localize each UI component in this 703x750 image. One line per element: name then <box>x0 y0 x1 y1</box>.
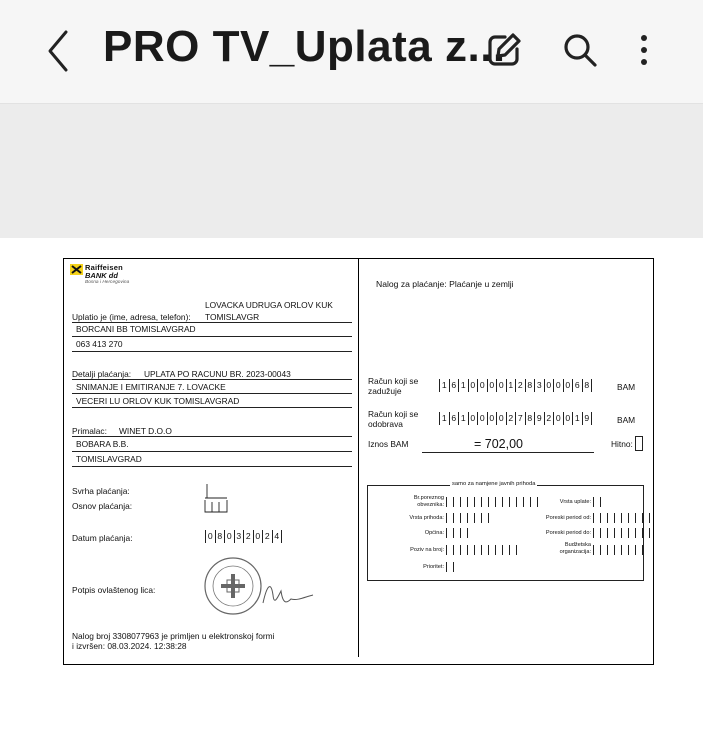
digit-box: 1 <box>459 412 469 425</box>
line <box>72 379 352 380</box>
empty-box <box>594 497 601 507</box>
empty-box <box>629 528 636 538</box>
empty-box <box>447 528 454 538</box>
empty-box <box>454 497 461 507</box>
revenue-type-boxes <box>446 513 489 523</box>
digit-box: 2 <box>263 530 273 543</box>
empty-box <box>636 545 643 555</box>
public-revenue-title: samo za namjene javnih prihoda <box>452 481 536 487</box>
line <box>72 451 352 452</box>
digit-box: 0 <box>554 379 564 392</box>
divider <box>0 103 703 104</box>
empty-box <box>489 545 496 555</box>
empty-box <box>524 497 531 507</box>
signature-label: Potpis ovlaštenog lica: <box>72 585 156 595</box>
digit-box: 1 <box>507 379 517 392</box>
basis-label: Osnov plaćanja: <box>72 501 133 511</box>
digit-box: 0 <box>469 379 479 392</box>
empty-box <box>503 545 510 555</box>
empty-box <box>461 545 468 555</box>
empty-box <box>461 497 468 507</box>
digit-box: 0 <box>225 530 235 543</box>
empty-box <box>468 545 475 555</box>
bank-region: Bosna i Hercegovina <box>85 280 130 285</box>
empty-box <box>482 545 489 555</box>
digit-box: 4 <box>273 530 283 543</box>
digit-box: 0 <box>497 412 507 425</box>
line <box>72 393 352 394</box>
empty-box <box>461 513 468 523</box>
empty-box <box>489 497 496 507</box>
digit-box: 0 <box>488 379 498 392</box>
payment-type-boxes <box>593 497 601 507</box>
digit-box: 9 <box>583 412 593 425</box>
empty-box <box>510 545 517 555</box>
empty-box <box>447 562 454 572</box>
empty-box <box>622 545 629 555</box>
digit-box: 2 <box>244 530 254 543</box>
digit-box: 6 <box>450 379 460 392</box>
app-bar <box>0 0 703 103</box>
payment-type-label: Vrsta uplate: <box>559 499 591 505</box>
details-line2: SNIMANJE I EMITIRANJE 7. LOVACKE <box>76 382 226 392</box>
empty-box <box>615 513 622 523</box>
digit-box: 0 <box>564 379 574 392</box>
empty-box <box>601 545 608 555</box>
tax-id-label-1: Br.poreznog <box>413 495 444 501</box>
digit-box: 8 <box>526 412 536 425</box>
digit-box: 0 <box>206 530 216 543</box>
reference-label: Poziv na broj: <box>410 547 444 553</box>
empty-box <box>629 513 636 523</box>
column-divider <box>358 259 359 657</box>
digit-box: 3 <box>535 379 545 392</box>
digit-box: 6 <box>450 412 460 425</box>
digit-box: 2 <box>507 412 517 425</box>
empty-box <box>601 528 608 538</box>
digit-box: 7 <box>516 412 526 425</box>
details-line3: VECERI LU ORLOV KUK TOMISLAVGRAD <box>76 396 240 406</box>
empty-box <box>475 545 482 555</box>
digit-box: 8 <box>526 379 536 392</box>
digit-box: 6 <box>573 379 583 392</box>
empty-box <box>461 528 468 538</box>
empty-box <box>468 497 475 507</box>
reference-boxes <box>446 545 517 555</box>
credit-label-2: odobrava <box>368 419 403 429</box>
digit-box: 0 <box>488 412 498 425</box>
empty-box <box>608 513 615 523</box>
debit-account-boxes <box>439 379 592 392</box>
empty-box <box>496 497 503 507</box>
empty-box <box>531 497 538 507</box>
empty-box <box>454 528 461 538</box>
debit-currency: BAM <box>617 382 636 392</box>
line <box>72 322 352 323</box>
empty-box <box>454 545 461 555</box>
payer-name: LOVACKA UDRUGA ORLOV KUK <box>205 300 333 310</box>
digit-box: 1 <box>440 379 450 392</box>
line <box>72 336 352 337</box>
empty-box <box>636 528 643 538</box>
payer-label: Uplatio je (ime, adresa, telefon): <box>72 312 191 322</box>
recipient-city: TOMISLAVGRAD <box>76 454 142 464</box>
debit-label-1: Račun koji se <box>368 376 419 386</box>
empty-box <box>636 513 643 523</box>
line <box>72 351 352 352</box>
empty-box <box>475 513 482 523</box>
digit-box: 0 <box>497 379 507 392</box>
empty-box <box>622 513 629 523</box>
digit-box: 8 <box>583 379 593 392</box>
payment-slip <box>63 258 654 665</box>
credit-account-boxes <box>439 412 592 425</box>
digit-box: 1 <box>573 412 583 425</box>
line <box>72 436 352 437</box>
empty-box <box>643 528 650 538</box>
details-label: Detalji plaćanja: <box>72 369 132 379</box>
empty-box <box>510 497 517 507</box>
urgent-label: Hitno: <box>611 439 633 449</box>
empty-box <box>643 513 650 523</box>
priority-boxes <box>446 562 454 572</box>
empty-box <box>475 497 482 507</box>
municipality-boxes <box>446 528 468 538</box>
more-vert-icon[interactable] <box>624 30 664 70</box>
digit-box: 0 <box>478 412 488 425</box>
digit-box: 2 <box>516 379 526 392</box>
recipient-name: WINET D.O.O <box>119 426 172 436</box>
footer-line1: Nalog broj 3308077963 je primljen u elektronskoj formi <box>72 631 275 641</box>
empty-box <box>615 528 622 538</box>
form-title: Nalog za plaćanje: Plaćanje u zemlji <box>376 279 514 289</box>
credit-currency: BAM <box>617 415 636 425</box>
digit-box: 0 <box>564 412 574 425</box>
budget-org-label-2: organizacija: <box>559 549 591 555</box>
digit-box: 1 <box>459 379 469 392</box>
empty-box <box>608 545 615 555</box>
basis-code-boxes <box>204 482 228 514</box>
empty-box <box>468 513 475 523</box>
details-line1: UPLATA PO RACUNU BR. 2023-00043 <box>144 369 291 379</box>
line <box>72 407 352 408</box>
digit-box: 2 <box>545 412 555 425</box>
priority-label: Prioritet: <box>423 564 444 570</box>
empty-box <box>447 545 454 555</box>
empty-box <box>503 497 510 507</box>
digit-box: 0 <box>469 412 479 425</box>
line <box>422 452 594 453</box>
purpose-label: Svrha plaćanja: <box>72 486 130 496</box>
date-boxes <box>205 530 282 543</box>
bank-subname: BANK dd <box>85 271 118 280</box>
budget-org-label-1: Budžetska <box>564 542 591 548</box>
date-label: Datum plaćanja: <box>72 533 133 543</box>
amount-label: Iznos BAM <box>368 439 409 449</box>
edit-icon[interactable] <box>484 30 524 70</box>
empty-box <box>594 545 601 555</box>
credit-label-1: Račun koji se <box>368 409 419 419</box>
bank-stamp-icon <box>201 555 321 617</box>
digit-box: 0 <box>554 412 564 425</box>
debit-label-2: zadužuje <box>368 386 402 396</box>
line <box>72 466 352 467</box>
raiffeisen-logo-icon <box>70 264 83 275</box>
document-title: PRO TV_Uplata z... <box>103 22 506 71</box>
digit-box: 0 <box>545 379 555 392</box>
empty-box <box>615 545 622 555</box>
empty-box <box>482 513 489 523</box>
urgent-checkbox <box>635 436 643 451</box>
empty-box <box>608 528 615 538</box>
payer-address: BORCANI BB TOMISLAVGRAD <box>76 324 196 334</box>
tax-period-to-boxes <box>593 528 650 538</box>
bank-name: Raiffeisen <box>85 263 123 272</box>
digit-box: 0 <box>478 379 488 392</box>
footer-line2: i izvršen: 08.03.2024. 12:38:28 <box>72 641 187 651</box>
tax-period-from-label: Poreski period od: <box>545 515 591 521</box>
empty-box <box>594 528 601 538</box>
empty-box <box>517 497 524 507</box>
empty-box <box>594 513 601 523</box>
empty-box <box>622 528 629 538</box>
amount-value: = 702,00 <box>474 437 524 451</box>
chevron-left-icon[interactable] <box>44 28 74 74</box>
empty-box <box>482 497 489 507</box>
digit-box: 3 <box>235 530 245 543</box>
digit-box: 8 <box>216 530 226 543</box>
revenue-type-label: Vrsta prihoda: <box>409 515 444 521</box>
recipient-label: Primalac: <box>72 426 107 436</box>
digit-box: 9 <box>535 412 545 425</box>
digit-box: 1 <box>440 412 450 425</box>
payer-city: TOMISLAVGR <box>205 312 260 322</box>
empty-box <box>629 545 636 555</box>
recipient-address: BOBARA B.B. <box>76 439 129 449</box>
tax-id-label-2: obveznika: <box>417 502 444 508</box>
empty-box <box>447 513 454 523</box>
empty-box <box>601 513 608 523</box>
tax-period-to-label: Poreski period do: <box>545 530 591 536</box>
empty-box <box>447 497 454 507</box>
tax-period-from-boxes <box>593 513 650 523</box>
digit-box: 0 <box>254 530 264 543</box>
search-icon[interactable] <box>560 30 600 70</box>
empty-box <box>454 513 461 523</box>
payer-phone: 063 413 270 <box>76 339 123 349</box>
empty-box <box>496 545 503 555</box>
municipality-label: Općina: <box>424 530 444 536</box>
gray-band <box>0 103 703 238</box>
budget-org-boxes <box>593 545 643 555</box>
tax-id-boxes <box>446 497 538 507</box>
